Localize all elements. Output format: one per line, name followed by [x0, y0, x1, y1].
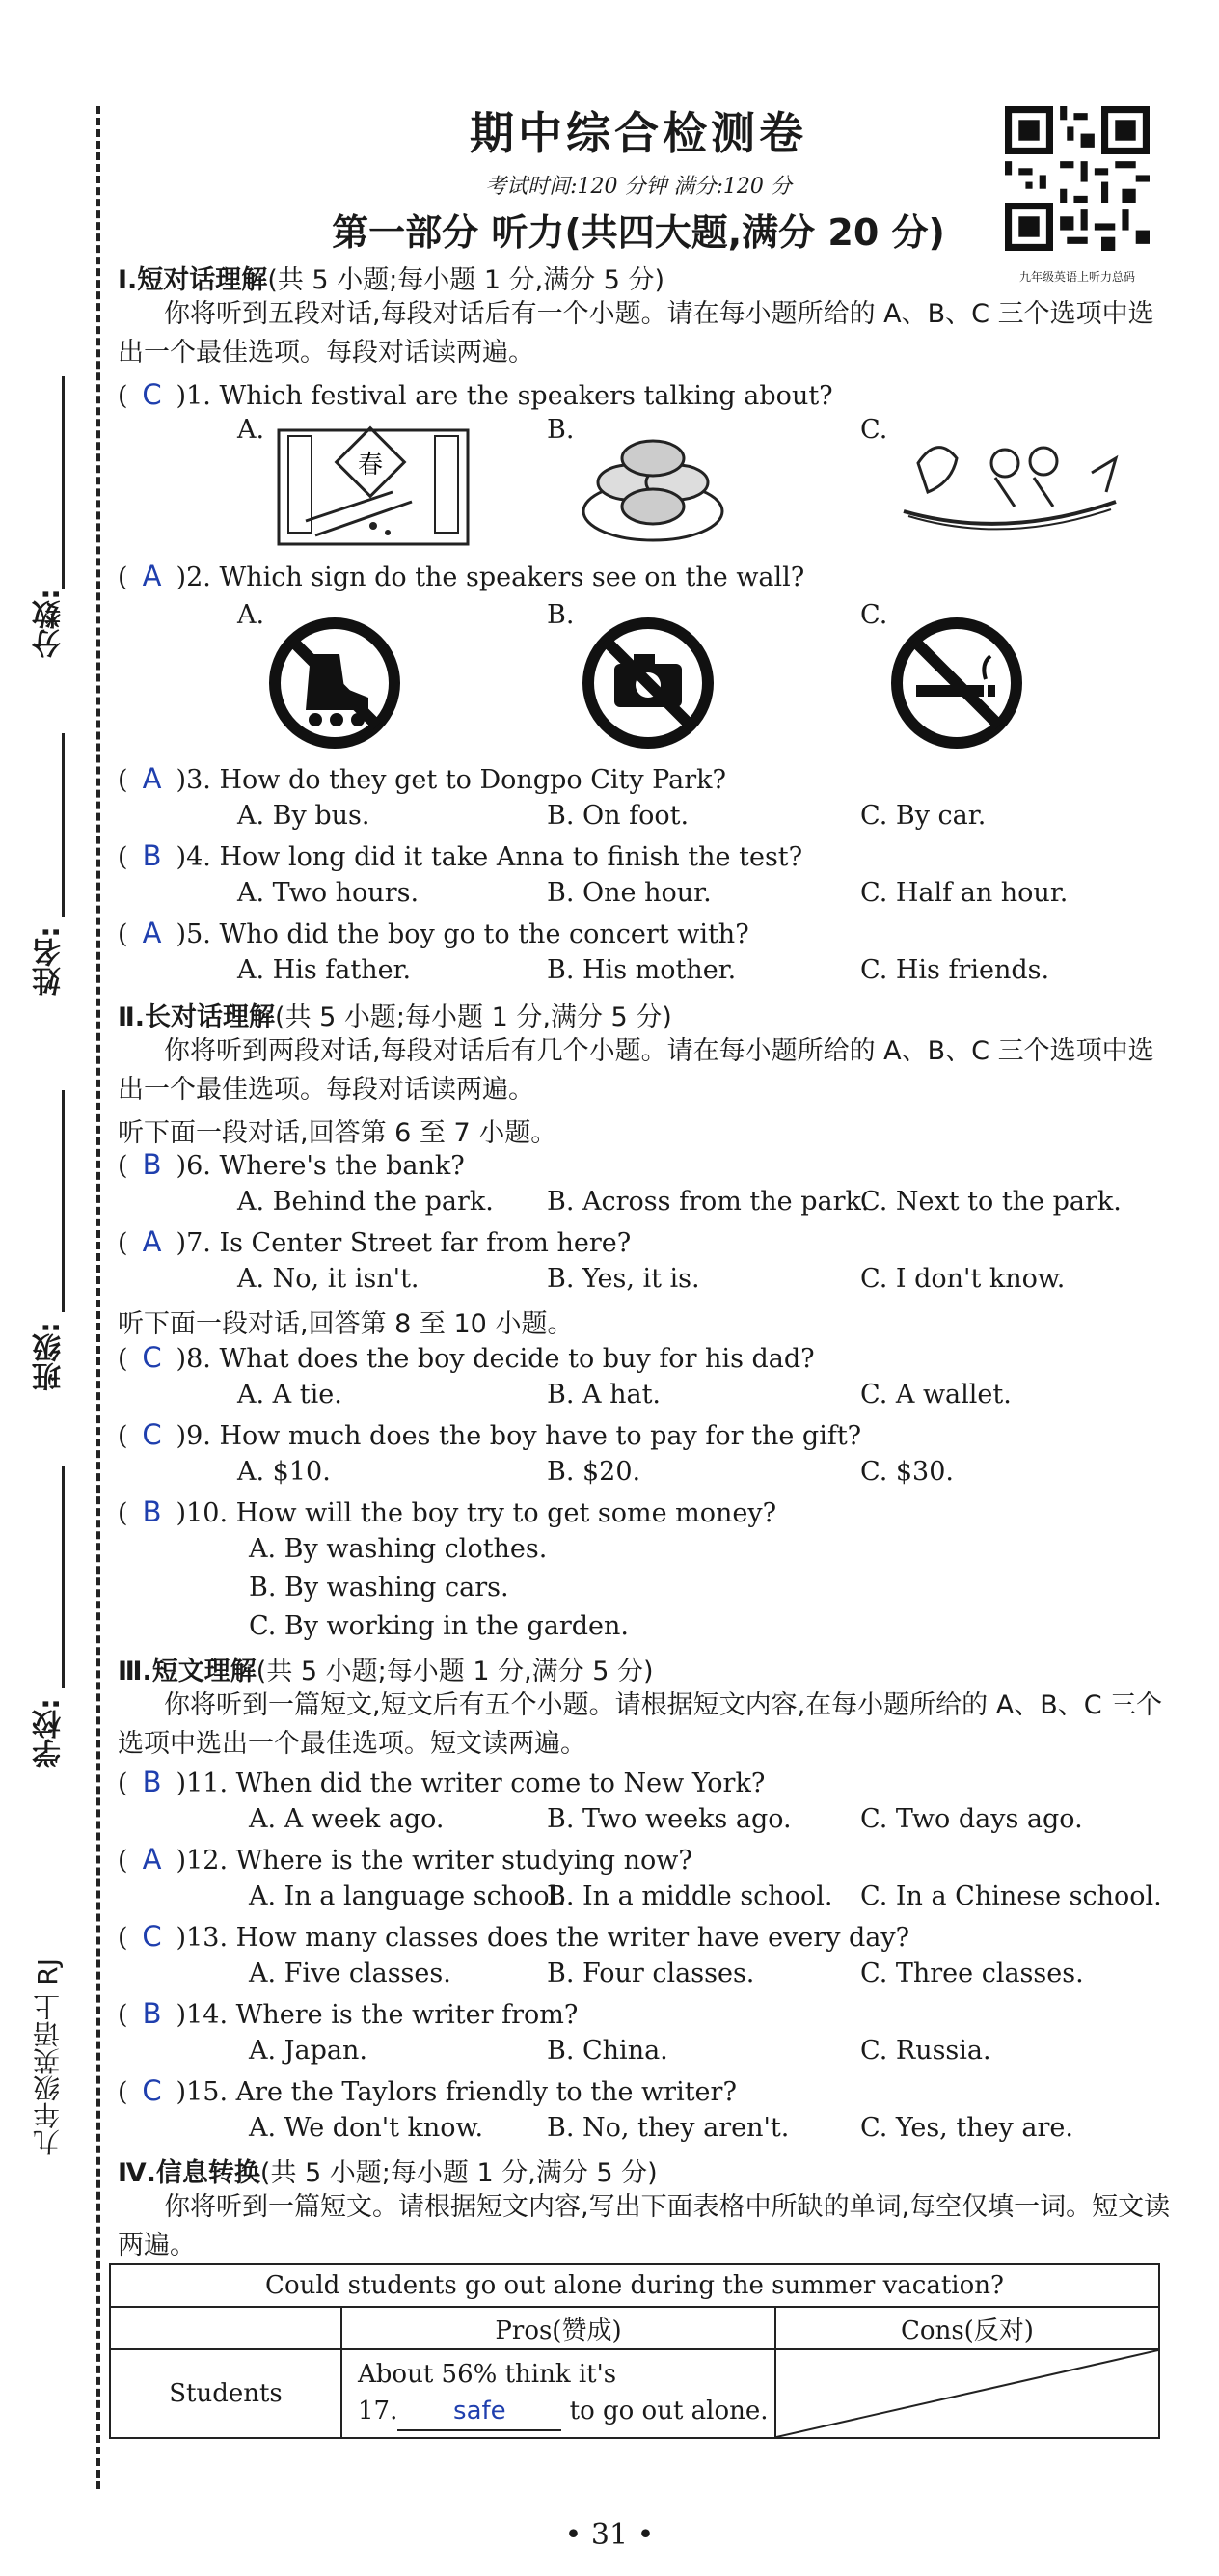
section-4-heading: Ⅳ.信息转换(共 5 小题;每小题 1 分,满分 5 分): [118, 2158, 658, 2188]
question-15: ( C )15. Are the Taylors friendly to the writer?: [118, 2074, 737, 2107]
q9-option-c[interactable]: C. $30.: [860, 1457, 954, 1487]
name-label: 姓名:: [33, 926, 67, 996]
answer-mark: C: [142, 1418, 162, 1451]
q2-option-c[interactable]: C.: [860, 600, 888, 630]
binding-sidebar: [0, 0, 101, 2576]
answer-mark: A: [142, 762, 162, 795]
q4-option-a[interactable]: A. Two hours.: [237, 878, 420, 908]
qr-code-icon[interactable]: [1005, 106, 1150, 251]
score-label: 分数:: [33, 589, 67, 658]
section-4-instruction: 你将听到一篇短文。请根据短文内容,写出下面表格中所缺的单词,每空仅填一词。短文读两遍。: [118, 2192, 1171, 2261]
q7-option-b[interactable]: B. Yes, it is.: [547, 1264, 700, 1294]
answer-mark: A: [142, 1843, 162, 1876]
name-line: [62, 733, 65, 917]
q15-option-c[interactable]: C. Yes, they are.: [860, 2113, 1073, 2143]
q5-option-c[interactable]: C. His friends.: [860, 955, 1050, 985]
q10-option-c[interactable]: C. By working in the garden.: [249, 1611, 629, 1641]
blank-number: 17.: [358, 2397, 398, 2425]
page-number: • 31 •: [564, 2518, 655, 2552]
q7-option-a[interactable]: A. No, it isn't.: [237, 1264, 420, 1294]
score-line: [62, 376, 65, 589]
answer-mark: C: [142, 378, 162, 411]
question-13: ( C )13. How many classes does the writer have every day?: [118, 1920, 910, 1953]
question-2: ( A )2. Which sign do the speakers see on the wall?: [118, 560, 805, 592]
q6-option-b[interactable]: B. Across from the park.: [547, 1187, 870, 1217]
q15-option-b[interactable]: B. No, they aren't.: [547, 2113, 790, 2143]
answer-mark: A: [142, 560, 162, 592]
section-1-heading: Ⅰ.短对话理解(共 5 小题;每小题 1 分,满分 5 分): [118, 265, 665, 295]
q14-option-b[interactable]: B. China.: [547, 2036, 668, 2066]
answer-mark: B: [142, 839, 162, 872]
q14-option-a[interactable]: A. Japan.: [249, 2036, 367, 2066]
answer-mark: B: [142, 1766, 162, 1798]
q12-option-c[interactable]: C. In a Chinese school.: [860, 1881, 1162, 1911]
q8-option-c[interactable]: C. A wallet.: [860, 1380, 1012, 1410]
q1-option-c[interactable]: C.: [860, 415, 888, 445]
q11-option-a[interactable]: A. A week ago.: [249, 1804, 445, 1834]
dragon-boat-icon: [899, 425, 1121, 545]
question-5: ( A )5. Who did the boy go to the concert with?: [118, 917, 749, 949]
pros-line-1: About 56% think it's: [358, 2360, 617, 2389]
pros-cell: [341, 2349, 775, 2438]
question-14: ( B )14. Where is the writer from?: [118, 1997, 579, 2030]
q15-option-a[interactable]: A. We don't know.: [249, 2113, 484, 2143]
question-11: ( B )11. When did the writer come to New York?: [118, 1766, 766, 1798]
cons-cell: [775, 2349, 1159, 2438]
spring-festival-couplets-icon: [277, 425, 470, 550]
q4-option-c[interactable]: C. Half an hour.: [860, 878, 1069, 908]
q8-option-b[interactable]: B. A hat.: [547, 1380, 662, 1410]
no-photography-sign-icon: [581, 616, 716, 751]
question-4: ( B )4. How long did it take Anna to finish the test?: [118, 839, 803, 872]
answer-mark: B: [142, 1997, 162, 2030]
qr-caption: 九年级英语上听力总码: [1018, 270, 1135, 284]
pros-line-2: [358, 2393, 773, 2431]
q11-option-c[interactable]: C. Two days ago.: [860, 1804, 1083, 1834]
table-title: Could students go out alone during the summer vacation?: [110, 2264, 1159, 2307]
school-line: [62, 1466, 65, 1688]
q3-option-c[interactable]: C. By car.: [860, 801, 987, 831]
q4-option-b[interactable]: B. One hour.: [547, 878, 712, 908]
question-9: ( C )9. How much does the boy have to pay for the gift?: [118, 1418, 862, 1451]
cut-line: [96, 106, 100, 2489]
q5-option-b[interactable]: B. His mother.: [547, 955, 737, 985]
section-1-instruction: 你将听到五段对话,每段对话后有一个小题。请在每小题所给的 A、B、C 三个选项中选出一个最佳选项。每段对话读两遍。: [118, 299, 1154, 368]
question-1: ( C )1. Which festival are the speakers talking about?: [118, 378, 833, 411]
q10-option-a[interactable]: A. By washing clothes.: [249, 1534, 548, 1564]
page-title: 期中综合检测卷: [470, 107, 807, 159]
q9-option-a[interactable]: A. $10.: [237, 1457, 331, 1487]
part-title: 第一部分 听力(共四大题,满分 20 分): [332, 211, 945, 254]
school-label: 学校:: [33, 1698, 67, 1768]
class-label: 班级:: [33, 1322, 67, 1391]
q9-option-b[interactable]: B. $20.: [547, 1457, 641, 1487]
q12-option-b[interactable]: B. In a middle school.: [547, 1881, 833, 1911]
cons-header: Cons(反对): [775, 2307, 1159, 2349]
q1-option-a[interactable]: A.: [237, 415, 265, 445]
question-3: ( A )3. How do they get to Dongpo City Park?: [118, 762, 726, 795]
exam-info: 考试时间:120 分钟 满分:120 分: [485, 175, 792, 199]
row-label-students: Students: [110, 2349, 341, 2438]
blank-17-answer[interactable]: safe: [397, 2393, 561, 2431]
q13-option-c[interactable]: C. Three classes.: [860, 1959, 1084, 1988]
answer-mark: A: [142, 917, 162, 949]
question-6: ( B )6. Where's the bank?: [118, 1148, 465, 1181]
q2-option-a[interactable]: A.: [237, 600, 265, 630]
q3-option-b[interactable]: B. On foot.: [547, 801, 690, 831]
q5-option-a[interactable]: A. His father.: [237, 955, 412, 985]
section-3-heading: Ⅲ.短文理解(共 5 小题;每小题 1 分,满分 5 分): [118, 1657, 654, 1686]
cons-diagonal-line: [776, 2350, 1158, 2437]
section-3-instruction: 你将听到一篇短文,短文后有五个小题。请根据短文内容,在每小题所给的 A、B、C 三个选项中选出一个最佳选项。短文读两遍。: [118, 1690, 1163, 1759]
question-7: ( A )7. Is Center Street far from here?: [118, 1225, 632, 1258]
q7-option-c[interactable]: C. I don't know.: [860, 1264, 1066, 1294]
q2-option-b[interactable]: B.: [547, 600, 575, 630]
q12-option-a[interactable]: A. In a language school.: [249, 1881, 566, 1911]
q6-option-c[interactable]: C. Next to the park.: [860, 1187, 1122, 1217]
section-2-sub1: 听下面一段对话,回答第 6 至 7 小题。: [118, 1118, 557, 1148]
answer-mark: C: [142, 2074, 162, 2107]
answer-mark: B: [142, 1148, 162, 1181]
mooncakes-icon: [581, 415, 725, 550]
q14-option-c[interactable]: C. Russia.: [860, 2036, 991, 2066]
section-2-sub2: 听下面一段对话,回答第 8 至 10 小题。: [118, 1309, 574, 1339]
question-12: ( A )12. Where is the writer studying now?: [118, 1843, 692, 1876]
q1-option-b[interactable]: B.: [547, 415, 575, 445]
no-roller-skating-sign-icon: [267, 616, 402, 751]
svg-text:春: 春: [357, 451, 384, 480]
pros-header: Pros(赞成): [341, 2307, 775, 2349]
section-2-heading: Ⅱ.长对话理解(共 5 小题;每小题 1 分,满分 5 分): [118, 1002, 672, 1032]
no-smoking-sign-icon: [889, 616, 1024, 751]
section-2-instruction: 你将听到两段对话,每段对话后有几个小题。请在每小题所给的 A、B、C 三个选项中选出一个最佳选项。每段对话读两遍。: [118, 1036, 1154, 1105]
answer-mark: A: [142, 1225, 162, 1258]
q10-option-b[interactable]: B. By washing cars.: [249, 1573, 509, 1603]
q6-option-a[interactable]: A. Behind the park.: [237, 1187, 494, 1217]
q8-option-a[interactable]: A. A tie.: [237, 1380, 342, 1410]
answer-mark: C: [142, 1341, 162, 1374]
pros-line-2-tail: to go out alone.: [569, 2397, 769, 2425]
answer-mark: B: [142, 1495, 162, 1528]
q13-option-b[interactable]: B. Four classes.: [547, 1959, 755, 1988]
class-line: [62, 1090, 65, 1312]
book-label: 九年级英语上 RJ: [32, 1959, 64, 2156]
question-10: ( B )10. How will the boy try to get some money?: [118, 1495, 777, 1528]
q3-option-a[interactable]: A. By bus.: [237, 801, 370, 831]
q11-option-b[interactable]: B. Two weeks ago.: [547, 1804, 792, 1834]
q13-option-a[interactable]: A. Five classes.: [249, 1959, 451, 1988]
table-corner: [110, 2307, 341, 2349]
question-8: ( C )8. What does the boy decide to buy for his dad?: [118, 1341, 815, 1374]
answer-mark: C: [142, 1920, 162, 1953]
info-table: [109, 2263, 1160, 2439]
